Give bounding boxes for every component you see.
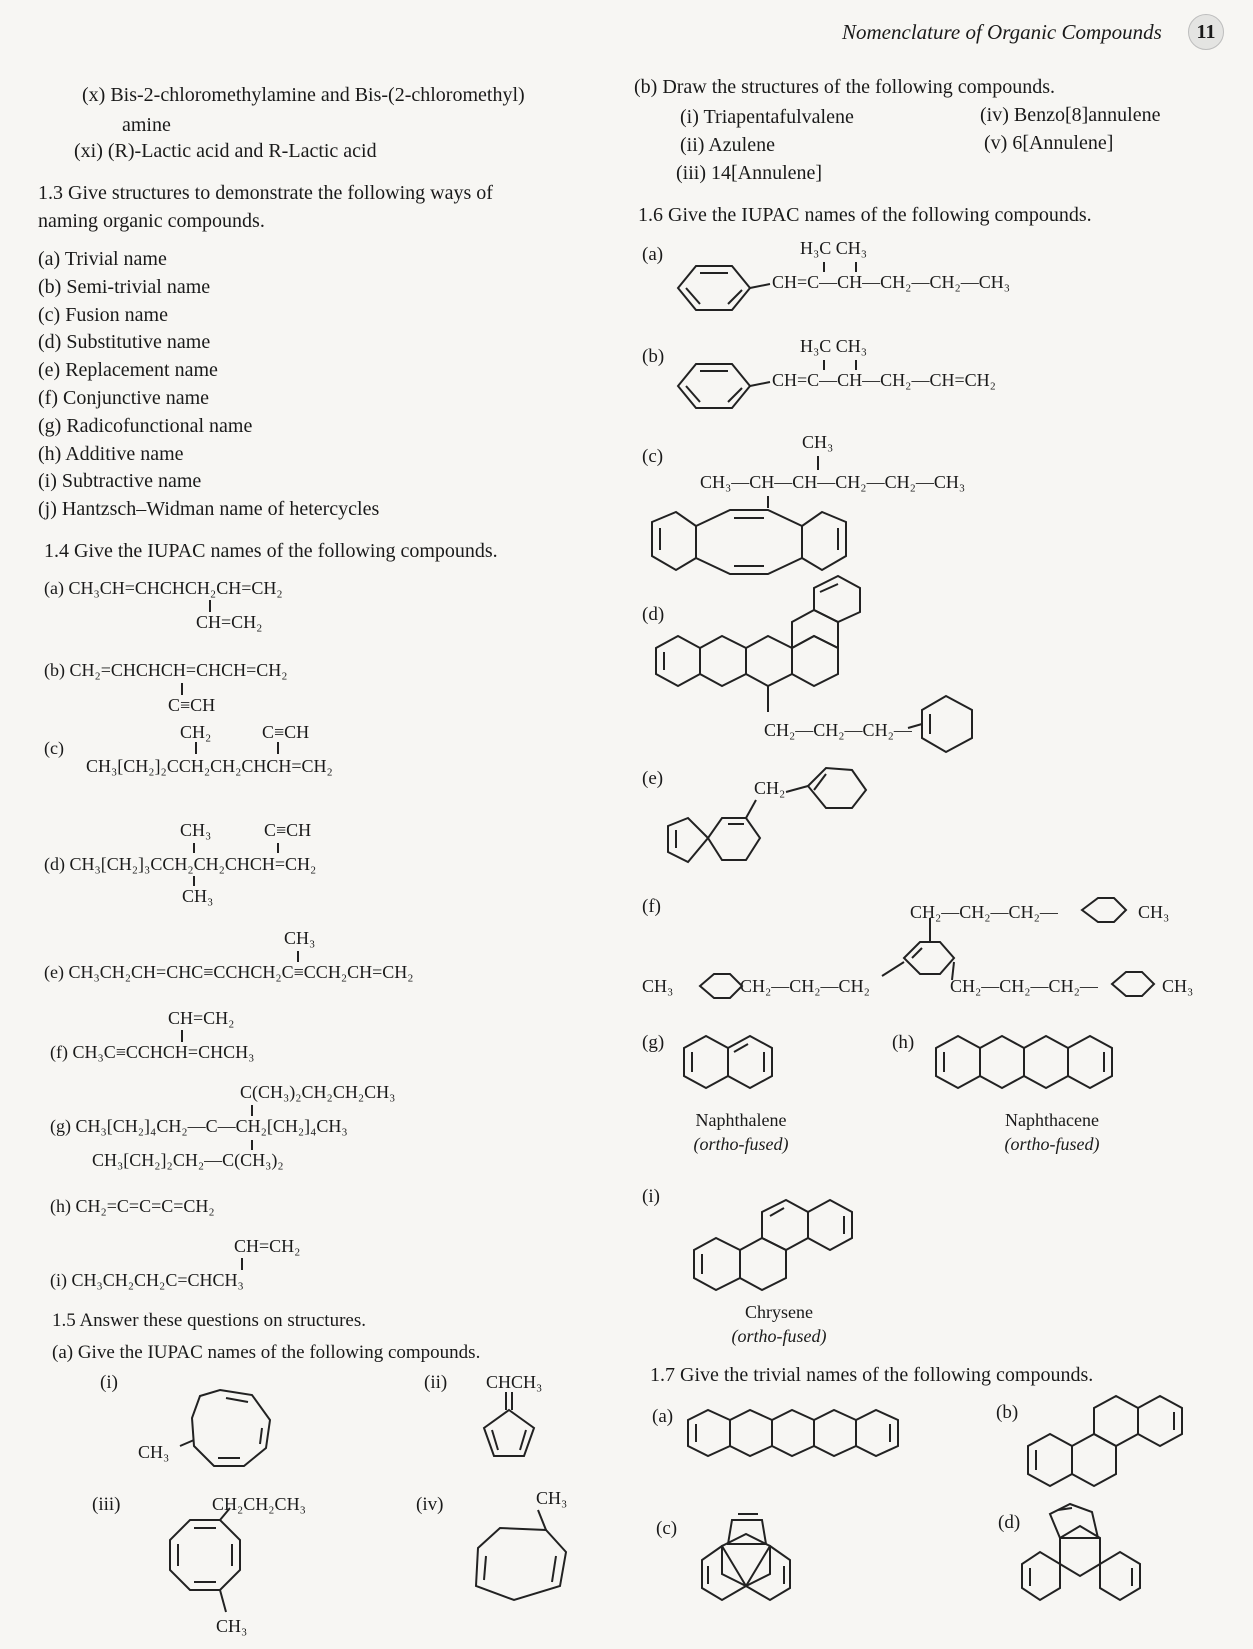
q14d-branch1: CH₃ <box>180 820 212 840</box>
q14e-formula: (e) CH₃CH₂CH=CHC≡CCHCH₂C≡CCH₂CH=CH₂ <box>44 962 414 982</box>
q15b-item-3: (iii) 14[Annulene] <box>676 162 823 184</box>
q15-iii-substituent2: CH₃ <box>216 1616 248 1636</box>
q15a-stem: (a) Give the IUPAC names of the following compounds. <box>52 1342 481 1363</box>
q13-list <box>38 246 379 524</box>
q16a-methyls: H₃C CH₃ <box>800 238 868 258</box>
q15-iv-substituent: CH₃ <box>536 1488 568 1508</box>
q14c-formula: CH₃[CH₂]₂CCH₂CH₂CHCH=CH₂ <box>86 756 333 776</box>
q14d-formula: (d) CH₃[CH₂]₃CCH₂CH₂CHCH=CH₂ <box>44 854 317 874</box>
q16c-chain: CH₃—CH—CH—CH₂—CH₂—CH₃ <box>700 472 966 492</box>
q14a-branch: CH=CH₂ <box>196 612 263 632</box>
q16i-name: Chrysene <box>745 1302 813 1322</box>
q16f-top-methyl: CH₃ <box>1138 902 1170 922</box>
q15b-item-1: (i) Triapentafulvalene <box>680 106 854 128</box>
q14f-branch: CH=CH₂ <box>168 1008 235 1028</box>
q16b-methyls: H₃C CH₃ <box>800 336 868 356</box>
q15b-item-4: (iv) Benzo[8]annulene <box>980 104 1161 126</box>
q13-item: (i) Subtractive name <box>38 470 202 493</box>
q13-item: (c) Fusion name <box>38 303 168 326</box>
q14i-branch: CH=CH₂ <box>234 1236 301 1256</box>
running-title: Nomenclature of Organic Compounds <box>842 20 1162 44</box>
q16c-methyl: CH₃ <box>802 432 834 452</box>
q16a-label: (a) <box>642 244 664 265</box>
q17-stem: 1.7 Give the trivial names of the following compounds. <box>650 1364 1094 1386</box>
q16f-top-chain: CH₂—CH₂—CH₂— <box>910 902 1058 922</box>
q16b-label: (b) <box>642 346 665 367</box>
q17b-label: (b) <box>996 1402 1019 1423</box>
q13-stem: 1.3 Give structures to demonstrate the following ways of <box>38 182 493 204</box>
q15-iii-substituent1: CH₂CH₂CH₃ <box>212 1494 306 1514</box>
q14e-branch: CH₃ <box>284 928 316 948</box>
q13-item: (e) Replacement name <box>38 359 218 382</box>
q14c-label: (c) <box>44 738 64 758</box>
q17c-label: (c) <box>656 1518 678 1539</box>
q15-ii-substituent: CHCH₃ <box>486 1372 543 1392</box>
q16i-label: (i) <box>642 1186 660 1207</box>
q14d-branch2: C≡CH <box>264 820 312 840</box>
q16h-name: Naphthacene <box>1005 1110 1099 1130</box>
q14b-formula: (b) CH₂=CHCHCH=CHCH=CH₂ <box>44 660 288 680</box>
q15-i-substituent: CH₃ <box>138 1442 170 1462</box>
q13-stem-cont: naming organic compounds. <box>38 210 265 232</box>
q16g-note: (ortho-fused) <box>693 1134 789 1154</box>
q14b-branch: C≡CH <box>168 695 216 715</box>
q14g-branch1: C(CH₃)₂CH₂CH₂CH₃ <box>240 1082 396 1102</box>
q16h-note: (ortho-fused) <box>1004 1134 1100 1154</box>
q16a-chain: CH=C—CH—CH₂—CH₂—CH₃ <box>772 272 1011 292</box>
q13-item: (a) Trivial name <box>38 248 167 270</box>
q14g-formula: (g) CH₃[CH₂]₄CH₂—C—CH₂[CH₂]₄CH₃ <box>50 1116 348 1136</box>
q16e-label: (e) <box>642 768 664 789</box>
q15-iv-label: (iv) <box>416 1494 444 1515</box>
q16g-label: (g) <box>642 1032 665 1053</box>
item-xi: (xi) (R)-Lactic acid and R-Lactic acid <box>74 140 377 162</box>
q15-iii-label: (iii) <box>92 1494 121 1515</box>
q16f-mid-chain: CH₂—CH₂—CH₂ <box>740 976 870 996</box>
q16h-label: (h) <box>892 1032 915 1053</box>
q13-item: (h) Additive name <box>38 442 184 465</box>
q14c-branch2: C≡CH <box>262 722 310 742</box>
q14d-branch3: CH₃ <box>182 886 214 906</box>
q16i-note: (ortho-fused) <box>731 1326 827 1346</box>
q16f-left-methyl: CH₃ <box>642 976 674 996</box>
item-x-cont: amine <box>122 114 171 136</box>
q15-ii-label: (ii) <box>424 1372 448 1393</box>
q15-i-label: (i) <box>100 1372 118 1393</box>
q14a-formula: (a) CH₃CH=CHCHCH₂CH=CH₂ <box>44 578 283 598</box>
q16f-label: (f) <box>642 896 661 917</box>
q16e-chain: CH₂ <box>754 778 786 798</box>
q16f-right-methyl: CH₃ <box>1162 976 1194 996</box>
q15-stem: 1.5 Answer these questions on structures. <box>52 1310 366 1331</box>
q17d-label: (d) <box>998 1512 1021 1533</box>
q14g-branch2: CH₃[CH₂]₂CH₂—C(CH₃)₂ <box>92 1150 284 1170</box>
q15b-stem: (b) Draw the structures of the following compounds. <box>634 76 1056 98</box>
q13-item: (f) Conjunctive name <box>38 386 210 409</box>
q16-q17-structures <box>0 0 1 1</box>
q16f-right-chain: CH₂—CH₂—CH₂— <box>950 976 1098 996</box>
q13-item: (b) Semi-trivial name <box>38 275 211 298</box>
q16b-chain: CH=C—CH—CH₂—CH=CH₂ <box>772 370 996 390</box>
q13-item: (g) Radicofunctional name <box>38 414 253 437</box>
q15b-item-2: (ii) Azulene <box>680 134 775 156</box>
q16c-label: (c) <box>642 446 664 467</box>
q13-item: (j) Hantzsch–Widman name of hetercycles <box>38 498 380 521</box>
q16d-label: (d) <box>642 604 665 625</box>
item-x: (x) Bis-2-chloromethylamine and Bis-(2-chloromethyl) <box>82 84 525 106</box>
q13-item: (d) Substitutive name <box>38 331 211 354</box>
q14h-formula: (h) CH₂=C=C=C=CH₂ <box>50 1196 215 1216</box>
q14f-formula: (f) CH₃C≡CCHCH=CHCH₃ <box>50 1042 255 1062</box>
q16d-chain: CH₂—CH₂—CH₂— <box>764 720 912 740</box>
q17a-label: (a) <box>652 1406 674 1427</box>
q16-stem: 1.6 Give the IUPAC names of the following compounds. <box>638 204 1092 226</box>
q15b-item-5: (v) 6[Annulene] <box>984 132 1114 154</box>
q14i-formula: (i) CH₃CH₂CH₂C=CHCH₃ <box>50 1270 244 1290</box>
q14-stem: 1.4 Give the IUPAC names of the following compounds. <box>44 540 498 562</box>
q16g-name: Naphthalene <box>695 1110 787 1130</box>
q14c-branch1: CH₂ <box>180 722 212 742</box>
page-number: 11 <box>1188 14 1224 50</box>
